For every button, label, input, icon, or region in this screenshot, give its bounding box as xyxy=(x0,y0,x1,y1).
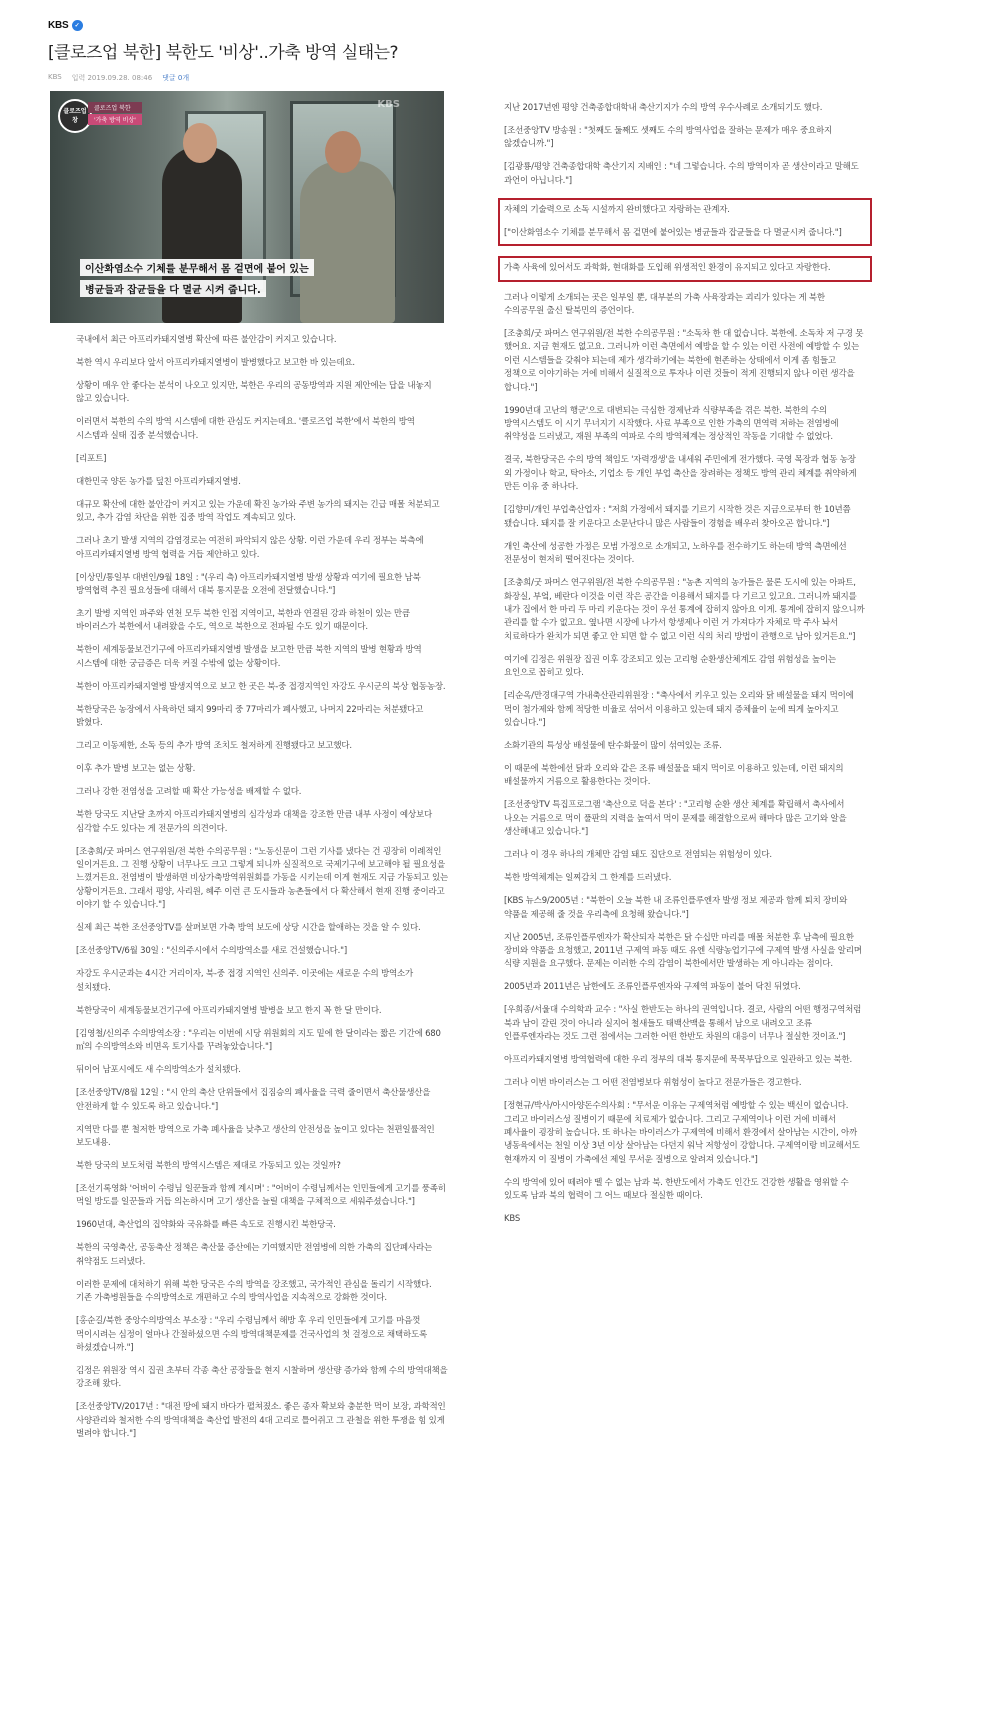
photo-caption xyxy=(80,257,314,299)
program-badge xyxy=(58,99,142,133)
body-paragraph: [조충희/굿 파머스 연구위원/전 북한 수의공무원 : "노동신문이 그런 기사를 냈다는 건 굉장히 이례적인 일이거든요. 그 진행 상황이 너무나도 크고 그렇게 되니까 실질적으로 국제기구에 보고해야 될 필요성을 느꼈거든요. 전염병이 발생하면 비상가축방역위원회를 가동을 시키는데 이게 현재도 지금 가동되고 있는 상황이거든요. 그래서 평양, 사리원, 혜주 이런 큰 도시들과 농촌들에서 다 확산해서 현재 진행 중이라고 이야기 할 수 있습니다."] xyxy=(76,846,448,911)
body-paragraph: [홍순길/북한 중앙수의방역소 부소장 : "우리 수령님께서 해방 후 우리 인민들에게 고기를 마음껏 먹이시려는 심정이 얼마나 간절하셨으면 수의 방역대책문제를 건국사업의 첫 걸정으로 채택하도록 하셨겠습니까."] xyxy=(76,1316,427,1353)
body-paragraph: 대규모 확산에 대한 불안감이 커지고 있는 가운데 확진 농가와 주변 농가의 돼지는 긴급 매몰 처분되고 있고, 추가 감염 차단을 위한 집중 방역 작업도 계속되고 있다. xyxy=(76,499,440,524)
body-paragraph: [우희종/서울대 수의학과 교수 : "사실 한반도는 하나의 권역입니다. 결코, 사람의 어떤 행정구역처럼 북과 남이 갈린 것이 아니라 실지어 철새들도 태백산맥을 통해서 남으로 내려오고 조류 인플루엔자라는 것도 그런 점에서는 그러한 어떤 한반도 차원의 대응이 너무나 절실한 것이죠."] xyxy=(504,1005,862,1043)
body-paragraph: KBS xyxy=(504,1214,521,1225)
body-paragraph: 북한이 세계동물보건기구에 아프리카돼지열병 발생을 보고한 만큼 북한 지역의 발병 현황과 방역 시스템에 대한 궁금증은 더욱 커질 수밖에 없는 상황이다. xyxy=(76,645,422,669)
body-paragraph: [김광룡/평양 건축종합대학 축산기지 지배인 : "네 그렇습니다. 수의 방역이자 곧 생산이라고 말해도 과언이 아닙니다."] xyxy=(504,162,859,186)
right-body-top xyxy=(504,102,866,188)
body-paragraph: 북한당국이 세계동물보건기구에 아프리카돼지열병 발병을 보고 한지 꼭 한 달 만이다. xyxy=(76,1005,382,1016)
body-paragraph: 상황이 매우 안 좋다는 분석이 나오고 있지만, 북한은 우리의 공동방역과 지원 제안에는 답을 내놓지 않고 있습니다. xyxy=(76,381,432,405)
body-paragraph: 북한 방역체계는 일찌감치 그 한계를 드러냈다. xyxy=(504,873,672,884)
body-paragraph: 그러나 초기 발생 지역의 감염경로는 여전히 파악되지 않은 상황. 이런 가운데 우리 정부는 북측에 아프리카돼지열병 방역 협력을 거듭 제안하고 있다. xyxy=(76,536,424,560)
body-paragraph: 아프리카돼지열병 방역협력에 대한 우리 정부의 대북 통지문에 묵묵부답으로 일관하고 있는 북한. xyxy=(504,1055,852,1066)
body-paragraph: 그러나 이 경우 하나의 개체만 감염 돼도 집단으로 전염되는 위험성이 있다. xyxy=(504,850,772,861)
body-paragraph: [정현규/박사/아시아양돈수의사회 : "무서운 이유는 구제역처럼 예방할 수 있는 백신이 없습니다. 그리고 바이러스성 질병이기 때문에 치료제가 없습니다. 그리고 구제역이나 이런 거에 비해서 폐사율이 굉장히 높습니다. 또 하나는 바이러스가 구제역에 비해서 환경에서 살아남는 시간이, 아까 냉동육에서는 천일 이상 3년 이상 살아남는 다던지 워낙 저항성이 강합니다. 구제역이랑 비교해서도 현재까지 이 질병이 가축에선 제일 무서운 질병으로 알려져 있습니다."] xyxy=(504,1101,860,1165)
body-paragraph: 북한의 국영축산, 공동축산 정책은 축산물 증산에는 기여했지만 전염병에 의한 가축의 집단폐사라는 취약점도 드러냈다. xyxy=(76,1243,432,1267)
body-paragraph: 뒤이어 남포시에도 새 수의방역소가 설치됐다. xyxy=(76,1065,241,1076)
body-paragraph: 지역만 다를 뿐 철저한 방역으로 가축 폐사율을 낮추고 생산의 안전성을 높이고 있다는 천편일률적인 보도내용. xyxy=(76,1124,435,1148)
body-paragraph: 이후 추가 발병 보고는 없는 상황. xyxy=(76,764,196,775)
highlight-box-2 xyxy=(498,256,872,281)
body-paragraph: 북한 역시 우리보다 앞서 아프리카돼지열병이 발병했다고 보고한 바 있는데요. xyxy=(76,358,355,368)
body-paragraph: 그러나 이렇게 소개되는 곳은 일부일 뿐, 대부분의 가축 사육장과는 괴리가 있다는 게 북한 수의공무원 출신 탈북민의 증언이다. xyxy=(504,292,825,317)
body-paragraph: 북한 당국도 지난달 초까지 아프리카돼지열병의 심각성과 대책을 강조한 만큼 내부 사정이 예상보다 심각할 수도 있다는 게 전문가의 의견이다. xyxy=(76,810,432,834)
body-paragraph: 김정은 위원장 역시 집권 초부터 각종 축산 공장들을 현지 시찰하며 생산량 증가와 함께 수의 방역대책을 강조해 왔다. xyxy=(76,1365,448,1390)
body-paragraph: [조선중앙TV/6월 30일 : "신의주시에서 수의방역소를 새로 건설했습니다."] xyxy=(76,946,348,957)
body-paragraph: 1990년대 고난의 행군'으로 대변되는 극심한 경제난과 식량부족을 겪은 북한. 북한의 수의 방역시스템도 이 시기 무너지기 시작했다. 사료 부족으로 인한 가축의 면역력 저하는 전염병에 취약성을 드러냈고, 재원 부족의 여파로 수의 방역체계는 정상적인 작동을 기대할 수 없었다. xyxy=(504,405,839,443)
body-paragraph: 그러나 강한 전염성을 고려할 때 확산 가능성을 배제할 수 없다. xyxy=(76,787,302,798)
body-paragraph: 자강도 우시군과는 4시간 거리이자, 북-중 접경 지역인 신의주. 이곳에는 새로운 수의 방역소가 설치됐다. xyxy=(76,969,414,993)
body-paragraph: [KBS 뉴스9/2005년 : "북한이 오늘 북한 내 조류인플루엔자 발생 정보 제공과 함께 퇴치 장비와 약품을 제공해 줄 것을 우리측에 요청해 왔습니다."] xyxy=(504,896,848,920)
logo-text: KBS xyxy=(48,20,69,31)
article-header xyxy=(48,20,953,83)
badge-program-name: 클로즈업 북한 xyxy=(88,102,142,113)
body-paragraph: 초기 발병 지역인 파주와 연천 모두 북한 인접 지역이고, 북한과 연결된 강과 하천이 있는 만큼 바이러스가 북한에서 내려왔을 수도, 역으로 북한으로 전파될 수도 있기 때문이다. xyxy=(76,609,410,633)
badge-circle-top: 클로즈업 xyxy=(63,108,87,115)
article-meta xyxy=(48,73,953,83)
body-paragraph: [조충희/굿 파머스 연구위원/전 북한 수의공무원 : "농촌 지역의 농가들은 물론 도시에 있는 아파트, 화장실, 부엌, 베란다 이것을 이런 작은 공간을 이용해서 돼지를 다 기르고 있고요. 그러니까 돼지를 내가 집에서 한 마리 두 마리 키운다는 것이 우선 통계에 잡히지 않아요 이게. 통계에 잡히지 않으니까 관리를 할 수가 없고요. 옆나면 시장에 나가서 항생제나 이런 거 가져다가 자체로 막 주사 놔서 치료하다가 완치가 되면 좋고 안 되면 할 수 없고 이런 식의 처리 방법이 관행으로 남아 있거든요."] xyxy=(504,578,865,642)
body-paragraph: [조선중앙TV/8월 12일 : "시 안의 축산 단위들에서 집짐승의 폐사율을 극력 줄이면서 축산물생산을 안전하게 할 수 있도록 하고 있습니다."] xyxy=(76,1088,431,1112)
photo-person-left-head xyxy=(183,123,217,163)
body-paragraph: [이상민/통일부 대변인/9월 18일 : "(우리 측) 아프리카돼지열병 발생 상황과 여기에 필요한 남북 방역협력 추진 필요성들에 대해서 대북 통지문을 오전에 전달했습니다."] xyxy=(76,572,421,597)
body-paragraph: 소화기관의 특성상 배설물에 탄수화물이 많이 섞여있는 조류. xyxy=(504,740,722,751)
body-paragraph: 지난 2017년엔 평양 건축종합대학내 축산기지가 수의 방역 우수사례로 소개되기도 했다. xyxy=(504,103,823,113)
body-paragraph: 여기에 김정은 위원장 집권 이후 강조되고 있는 고리형 순환생산체계도 감염 위험성을 높이는 요인으로 꼽히고 있다. xyxy=(504,654,836,679)
body-paragraph: [조선중앙TV 방송원 : "첫째도 둘째도 셋째도 수의 방역사업을 잘하는 문제가 매우 중요하지 않겠습니까."] xyxy=(504,126,833,150)
body-paragraph: 북한당국은 농장에서 사육하던 돼지 99마리 중 77마리가 폐사했고, 나머지 22마리는 처분됐다고 밝혔다. xyxy=(76,704,424,729)
photo-person-right xyxy=(300,161,395,323)
body-paragraph: 수의 방역에 있어 떼려야 뗄 수 없는 남과 북. 한반도에서 가축도 인간도 건강한 생활을 영위할 수 있도록 남과 북의 협력이 그 어느 때보다 절실한 때이다. xyxy=(504,1177,849,1202)
badge-circle-label: 창 xyxy=(72,117,78,124)
body-paragraph: 북한 당국의 보도처럼 북한의 방역시스템은 제대로 가동되고 있는 것일까? xyxy=(76,1160,341,1171)
body-paragraph: 2005년과 2011년은 남한에도 조류인플루엔자와 구제역 파동이 불어 닥친 뒤였다. xyxy=(504,982,801,993)
caption-line-2: 병균들과 잡균들을 다 멸균 시켜 줍니다. xyxy=(80,280,266,297)
body-paragraph: [조선기록영화 '어버이 수령님 일꾼들과 함께 계시며' : "어버이 수령님께서는 인민들에게 고기를 풍족히 먹일 방도를 일꾼들과 거듭 의논하시며 고기 생산을 늘릴 대책을 구체적으로 세워주셨습니다."] xyxy=(76,1183,446,1208)
verified-icon: ✓ xyxy=(72,20,83,31)
body-paragraph: 이 때문에 북한에선 닭과 오리와 같은 조류 배설물을 돼지 먹이로 이용하고 있는데, 이런 돼지의 배설물까지 거름으로 활용한다는 것이다. xyxy=(504,763,844,788)
body-paragraph: 그리고 이동제한, 소독 등의 추가 방역 조치도 철저하게 진행됐다고 보고했다. xyxy=(76,741,352,752)
body-paragraph: [리포트] xyxy=(76,453,107,464)
caption-line-1: 이산화염소수 기체를 분무해서 몸 겉면에 붙어 있는 xyxy=(80,259,314,276)
highlight-1-paragraph-2: ["이산화염소수 기체를 분무해서 몸 겉면에 붙어있는 병균들과 잡균들을 다 멸균시켜 줍니다."] xyxy=(504,227,842,238)
highlight-2-paragraph: 가축 사육에 있어서도 과학화, 현대화를 도입해 위생적인 환경이 유지되고 있다고 자랑한다. xyxy=(504,263,831,274)
body-paragraph: [조선중앙TV/2017년 : "대전 땅에 돼지 바다가 펼쳐졌소. 좋은 종자 확보와 충분한 먹이 보장, 과학적인 사양관리와 철저한 수의 방역대책을 축산업 발전의 4대 고리로 틀어쥐고 그 관철을 위한 투쟁을 힘 있게 벌려야 합니다."] xyxy=(76,1402,446,1440)
comments-link[interactable]: 댓글 0개 xyxy=(162,74,190,82)
article-date: 입력 2019.09.28. 08:46 xyxy=(71,74,153,82)
program-badge-circle xyxy=(58,99,92,133)
body-paragraph: [김향미/개인 부업축산업자 : "저희 가정에서 돼지를 기르기 시작한 것은 지금으로부터 한 10년쯤 됐습니다. 돼지를 잘 키운다고 소문난다니 많은 사람들이 경험을 배우러 찾아오곤 합니다."] xyxy=(504,505,851,529)
body-paragraph: 이러면서 북한의 수의 방역 시스템에 대한 관심도 커지는데요. '클로즈업 북한'에서 북한의 방역 시스템과 실태 집중 분석했습니다. xyxy=(76,417,415,441)
kbs-logo[interactable] xyxy=(48,20,953,31)
body-paragraph: 이러한 문제에 대처하기 위해 북한 당국은 수의 방역을 강조했고, 국가적인 관심을 돌리기 시작했다. 기존 가축병원들을 수의방역소로 개편하고 수의 방역사업을 지속적으로 강화한 것이다. xyxy=(76,1279,432,1304)
body-paragraph: 북한이 아프리카돼지열병 발생지역으로 보고 한 곳은 북-중 접경지역인 자강도 우시군의 북상 협동농장. xyxy=(76,681,446,692)
right-body-bottom xyxy=(504,292,866,1227)
body-paragraph: 실제 최근 북한 조선중앙TV를 살펴보면 가축 방역 보도에 상당 시간을 할애하는 것을 알 수 있다. xyxy=(76,923,421,934)
article-body-left xyxy=(76,334,448,1451)
body-paragraph: [김영철/신의주 수의방역소장 : "우리는 이번에 시당 위원회의 지도 밑에 한 달이라는 짧은 기간에 680㎡의 수의방역소와 비면옥 토기사를 꾸려놓았습니다."] xyxy=(76,1028,441,1053)
kbs-watermark: KBS xyxy=(377,99,400,110)
body-paragraph: [리순옥/만경대구역 가내축산관리위원장 : "축사에서 키우고 있는 오리와 닭 배설물을 돼지 먹이에 먹이 첨가제와 함께 적당한 비율로 섞어서 이용하고 있는데 돼지 증체율이 눈에 띄게 높아지고 있습니다."] xyxy=(504,691,854,728)
body-paragraph: 결국, 북한당국은 수의 방역 책임도 '자력갱생'을 내세워 주민에게 전가했다. 국영 목장과 협동 농장 외 가정이나 학교, 탁아소, 기업소 등 개인 부업 축산을 장려하는 정책도 방역 관리 체계를 취약하게 만든 이유 중 하나다. xyxy=(504,455,857,493)
body-paragraph: [조선중앙TV 특집프로그램 '축산으로 덕을 본다' : "고리형 순환 생산 체계를 확립해서 축사에서 나오는 거름으로 먹이 풀판의 지력을 높여서 먹이 문제를 해결함으로써 해마다 많은 고기와 알을 생산해내고 있습니다."] xyxy=(504,800,847,838)
body-paragraph: 대한민국 양돈 농가를 덮친 아프리카돼지열병. xyxy=(76,476,241,487)
article-photo xyxy=(50,91,444,323)
body-paragraph: 그러나 이번 바이러스는 그 어떤 전염병보다 위험성이 높다고 전문가들은 경고한다. xyxy=(504,1078,802,1089)
body-paragraph: 지난 2005년, 조류인플루엔자가 확산되자 북한은 닭 수십만 마리를 매몰 처분한 후 남측에 필요한 장비와 약품을 요청했고, 2011년 구제역 파동 때도 유엔 식량농업기구에 구제역 발생 사실을 알리며 식량 지원을 요구했다. 문제는 이러한 수의 감염이 북한에서만 발생하는 게 아니라는 점이다. xyxy=(504,932,862,970)
body-paragraph: 개인 축산에 성공한 가정은 모범 가정으로 소개되고, 노하우를 전수하기도 하는데 방역 측면에선 전문성이 현저히 떨어진다는 것이다. xyxy=(504,541,847,566)
article-body-right xyxy=(504,102,866,1236)
article-title: [클로즈업 북한] 북한도 '비상'..가축 방역 실태는? xyxy=(48,43,399,63)
highlight-1-paragraph-1: 자체의 기술력으로 소독 시설까지 완비했다고 자랑하는 관계자. xyxy=(504,204,730,215)
program-badge-labels xyxy=(88,102,142,125)
photo-person-right-head xyxy=(325,131,361,173)
highlight-box-1 xyxy=(498,198,872,246)
body-paragraph: 1960년대, 축산업의 집약화와 국유화를 빠른 속도로 진행시킨 북한당국. xyxy=(76,1220,336,1231)
body-paragraph: 국내에서 최근 아프리카돼지열병 확산에 따른 불안감이 커지고 있습니다. xyxy=(76,335,337,345)
body-paragraph: [조충희/굿 파머스 연구위원/전 북한 수의공무원 : "소독차 한 대 없습니다. 북한에. 소독차 저 구경 못 했어요. 지금 현재도 없고요. 그러니까 이런 측면에서 예방을 할 수 있는 이런 사전에 예방할 수 있는 이런 시스템들을 갖춰야 되는데 제가 생각하기에는 북한에 현존하는 상태에서 이게 좀 힘들고 정책으로 이야기하는 거에 비해서 실질적으로 투자나 이런 것들이 적게 진행되지 않나 이런 생각을 합니다."] xyxy=(504,329,864,393)
badge-episode-name: '가축 방역 비상' xyxy=(88,114,142,125)
article-source: KBS xyxy=(48,73,62,81)
